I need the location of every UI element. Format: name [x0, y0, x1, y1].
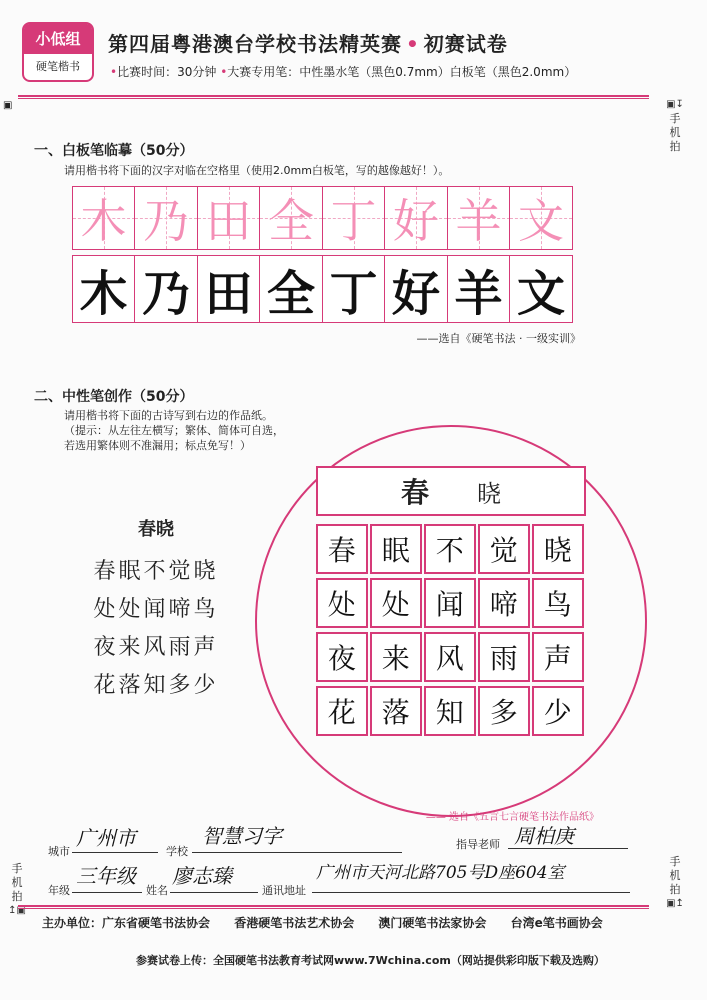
- exam-time: 比赛时间：30分钟: [117, 65, 217, 79]
- poem-line: 花落知多少: [93, 673, 219, 698]
- poem-line: 处处闻啼鸟: [93, 597, 219, 622]
- city-field[interactable]: 广州市: [76, 826, 136, 850]
- model-char-grid: [73, 186, 585, 250]
- poem-line: 夜来风雨声: [93, 635, 219, 660]
- work-cell[interactable]: 晓: [532, 524, 584, 574]
- school-field[interactable]: 智慧习字: [202, 824, 282, 848]
- work-title-box[interactable]: [316, 466, 586, 516]
- model-char: 羊: [455, 194, 502, 248]
- divider-top: [18, 95, 649, 99]
- section1-instruction: 请用楷书将下面的汉字对临在空格里（使用2.0mm白板笔，写的越像越好！）。: [64, 164, 450, 177]
- written-char: 丁: [329, 265, 378, 322]
- model-cell: [447, 186, 511, 250]
- written-char: 好: [391, 265, 440, 322]
- school-underline: [192, 852, 402, 853]
- group-badge: [22, 22, 94, 82]
- name-underline: [170, 892, 258, 893]
- section2-instruction: [64, 408, 284, 453]
- instruction-line: 请用楷书将下面的古诗写到右边的作品纸。: [64, 409, 273, 422]
- grade-label: 年级: [48, 884, 70, 897]
- written-char: 木: [79, 265, 128, 322]
- work-char-grid: [316, 524, 586, 740]
- organizer: 香港硬笔书法艺术协会: [234, 916, 355, 930]
- section2-source: —— 选自《五言七言硬笔书法作品纸》: [425, 812, 599, 823]
- phone-photo-label: 手机拍: [669, 855, 681, 896]
- work-cell[interactable]: 夜: [316, 632, 368, 682]
- teacher-field[interactable]: 周柏庚: [514, 824, 574, 848]
- phone-photo-marker-top: [657, 98, 693, 154]
- written-char: 乃: [141, 265, 190, 322]
- work-cell[interactable]: 少: [532, 686, 584, 736]
- model-char: 木: [80, 194, 127, 248]
- camera-icon: ▣: [3, 100, 13, 111]
- work-row: [316, 632, 586, 682]
- city-label: 城市: [48, 845, 70, 858]
- work-cell[interactable]: 知: [424, 686, 476, 736]
- copy-cell[interactable]: [384, 255, 448, 323]
- work-cell[interactable]: 鸟: [532, 578, 584, 628]
- copy-cell[interactable]: [72, 255, 136, 323]
- work-cell[interactable]: 眠: [370, 524, 422, 574]
- grade-field[interactable]: 三年级: [76, 864, 136, 888]
- organizer: 主办单位：广东省硬笔书法协会: [42, 916, 211, 930]
- organizer: 台湾e笔书画协会: [510, 916, 603, 930]
- model-char: 丁: [330, 194, 377, 248]
- teacher-label: 指导老师: [456, 838, 500, 851]
- teacher-underline: [508, 848, 628, 849]
- model-char: 文: [518, 194, 564, 248]
- title-main: 第四届粤港澳台学校书法精英赛: [108, 32, 402, 56]
- written-char: 羊: [454, 265, 503, 322]
- work-cell[interactable]: 春: [316, 524, 368, 574]
- title-suffix: 初赛试卷: [423, 32, 508, 56]
- model-char: 好: [393, 194, 439, 248]
- phone-photo-label: 手机拍: [11, 862, 23, 903]
- work-cell[interactable]: 风: [424, 632, 476, 682]
- instruction-line: 若选用繁体则不准漏用；标点免写！）: [64, 439, 251, 452]
- camera-icon: ▣↥: [666, 898, 684, 909]
- model-cell: [384, 186, 448, 250]
- work-cell[interactable]: 雨: [478, 632, 530, 682]
- work-row: [316, 578, 586, 628]
- page-title: [108, 28, 508, 57]
- section1-source: ——选自《硬笔书法 · 一级实训》: [416, 332, 581, 345]
- copy-cell[interactable]: [197, 255, 261, 323]
- bullet-dot: •: [110, 65, 118, 79]
- work-cell[interactable]: 声: [532, 632, 584, 682]
- city-underline: [72, 852, 158, 853]
- phone-photo-marker-left: [4, 862, 30, 918]
- copy-cell[interactable]: [322, 255, 386, 323]
- work-cell[interactable]: 啼: [478, 578, 530, 628]
- model-cell: [259, 186, 323, 250]
- camera-icon: ▣↧: [666, 99, 684, 110]
- badge-category-label: 硬笔楷书: [36, 60, 80, 73]
- copy-char-grid: [73, 255, 585, 323]
- work-title-char: 春: [400, 476, 429, 509]
- work-cell[interactable]: 闻: [424, 578, 476, 628]
- name-label: 姓名: [146, 884, 168, 897]
- model-cell: [322, 186, 386, 250]
- poem-title: 春晓: [138, 519, 174, 540]
- work-cell[interactable]: 觉: [478, 524, 530, 574]
- organizer: 澳门硬笔书法家协会: [378, 916, 487, 930]
- title-dot: •: [406, 32, 420, 56]
- camera-icon: ↥▣: [8, 905, 26, 916]
- poem-line: 春眠不觉晓: [93, 559, 219, 584]
- written-char: 文: [516, 265, 565, 322]
- section2-heading: 二、中性笔创作（50分）: [34, 389, 194, 405]
- work-cell[interactable]: 处: [316, 578, 368, 628]
- address-field[interactable]: 广州市天河北路705号D座604室: [316, 863, 565, 883]
- exam-info: [110, 63, 576, 80]
- instruction-line: （提示：从左往左横写；繁体、简体可自选，: [64, 424, 284, 437]
- work-cell[interactable]: 多: [478, 686, 530, 736]
- copy-cell[interactable]: [134, 255, 198, 323]
- work-row: [316, 524, 586, 574]
- model-char: 全: [268, 194, 314, 248]
- organizers: [42, 914, 621, 931]
- work-cell[interactable]: 处: [370, 578, 422, 628]
- name-field[interactable]: 廖志臻: [172, 864, 232, 888]
- work-row: [316, 686, 586, 736]
- model-cell: [197, 186, 261, 250]
- poem-reference: [76, 515, 236, 705]
- exam-pens: 大赛专用笔：中性墨水笔（黑色0.7mm）白板笔（黑色2.0mm）: [227, 65, 577, 79]
- work-cell[interactable]: 不: [424, 524, 476, 574]
- copy-cell[interactable]: [447, 255, 511, 323]
- model-char: 田: [205, 194, 252, 248]
- divider-bottom: [18, 905, 649, 909]
- model-char: 乃: [143, 194, 189, 248]
- phone-photo-marker-right: [657, 855, 693, 911]
- bullet-dot: •: [220, 65, 228, 79]
- model-cell: [72, 186, 136, 250]
- written-char: 田: [204, 265, 253, 322]
- address-underline: [312, 892, 630, 893]
- copy-cell[interactable]: [509, 255, 573, 323]
- section1-heading: 一、白板笔临摹（50分）: [34, 143, 194, 159]
- model-cell: [509, 186, 573, 250]
- work-title-char: 晓: [477, 479, 501, 508]
- upload-info: 参赛试卷上传：全国硬笔书法教育考试网www.7Wchina.com（网站提供彩印版下载及选购）: [136, 954, 605, 967]
- grade-underline: [72, 892, 142, 893]
- work-cell[interactable]: 花: [316, 686, 368, 736]
- address-label: 通讯地址: [262, 884, 306, 897]
- badge-group-label: 小低组: [24, 24, 92, 54]
- phone-photo-label: 手机拍: [669, 112, 681, 153]
- school-label: 学校: [166, 845, 188, 858]
- written-char: 全: [266, 265, 315, 322]
- copy-cell[interactable]: [259, 255, 323, 323]
- work-cell[interactable]: 落: [370, 686, 422, 736]
- work-cell[interactable]: 来: [370, 632, 422, 682]
- model-cell: [134, 186, 198, 250]
